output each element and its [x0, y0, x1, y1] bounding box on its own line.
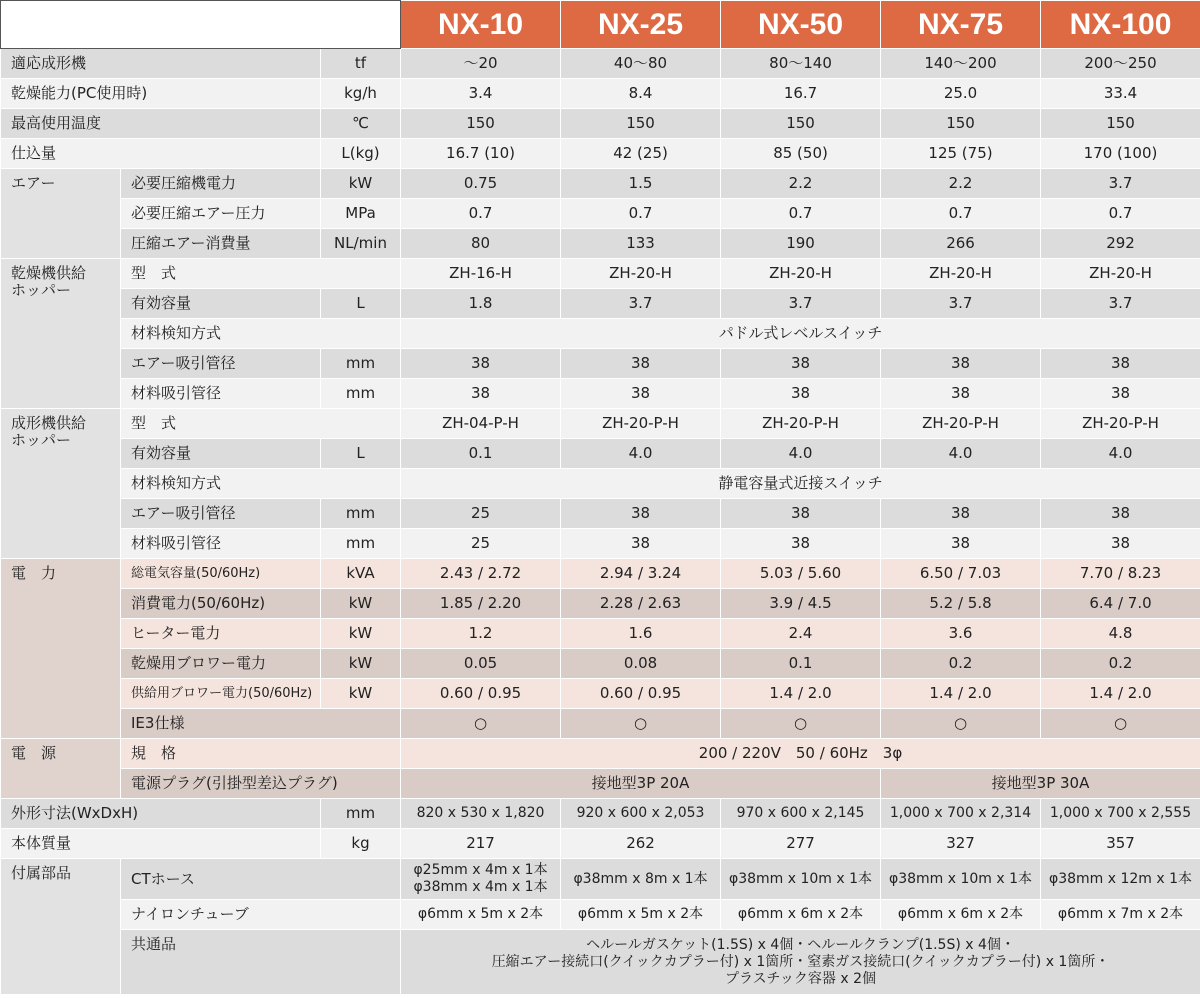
- row-unit: L(kg): [321, 139, 401, 169]
- row-common-parts: [1, 930, 1200, 995]
- value-cell: 0.1: [721, 649, 881, 679]
- row-label: 型 式: [121, 259, 401, 289]
- value-cell: 4.0: [881, 439, 1041, 469]
- row-label: 型 式: [121, 409, 401, 439]
- value-cell: 1.4 / 2.0: [1041, 679, 1200, 709]
- value-cell: φ6mm x 6m x 2本: [721, 900, 881, 930]
- value-cell: 38: [401, 349, 561, 379]
- value-cell: 970 x 600 x 2,145: [721, 799, 881, 829]
- row-label: エアー吸引管径: [121, 499, 321, 529]
- model-header-nx10: NX-10: [401, 1, 561, 49]
- row-label: 供給用ブロワー電力(50/60Hz): [121, 679, 321, 709]
- value-cell: 38: [721, 379, 881, 409]
- value-cell: 38: [561, 349, 721, 379]
- row-unit: mm: [321, 499, 401, 529]
- value-cell: ZH-20-P-H: [561, 409, 721, 439]
- value-cell: 150: [561, 109, 721, 139]
- value-cell: 1.85 / 2.20: [401, 589, 561, 619]
- value-cell: 16.7 (10): [401, 139, 561, 169]
- value-cell: 150: [401, 109, 561, 139]
- value-cell: 38: [721, 349, 881, 379]
- row-unit: mm: [321, 379, 401, 409]
- value-cell: 80〜140: [721, 49, 881, 79]
- row-drying: [1, 79, 1200, 109]
- row-unit: kW: [321, 679, 401, 709]
- value-cell: 8.4: [561, 79, 721, 109]
- row-unit: kVA: [321, 559, 401, 589]
- value-cell: 3.7: [1041, 169, 1200, 199]
- value-cell: ZH-20-P-H: [721, 409, 881, 439]
- value-cell: ZH-20-H: [881, 259, 1041, 289]
- value-cell: 170 (100): [1041, 139, 1200, 169]
- value-cell: 2.94 / 3.24: [561, 559, 721, 589]
- row-dryer-material-pipe: [1, 379, 1200, 409]
- row-label: 有効容量: [121, 289, 321, 319]
- model-header-nx75: NX-75: [881, 1, 1041, 49]
- row-weight: [1, 829, 1200, 859]
- row-ct-hose: [1, 859, 1200, 900]
- value-cell: 140〜200: [881, 49, 1041, 79]
- row-label: 共通品: [121, 930, 401, 995]
- value-cell: 0.7: [881, 199, 1041, 229]
- row-label: 材料検知方式: [121, 469, 401, 499]
- group-label-line: 乾燥機供給: [11, 264, 87, 282]
- group-label-accessories: 付属部品: [1, 859, 121, 995]
- value-cell: 3.7: [721, 289, 881, 319]
- group-label-power: 電 力: [1, 559, 121, 739]
- value-cell: 150: [881, 109, 1041, 139]
- row-unit: kg/h: [321, 79, 401, 109]
- value-cell: 25: [401, 499, 561, 529]
- row-unit: L: [321, 439, 401, 469]
- row-unit: kW: [321, 169, 401, 199]
- value-cell: 1.6: [561, 619, 721, 649]
- row-dryer-detection: [1, 319, 1200, 349]
- row-unit: kW: [321, 619, 401, 649]
- value-cell: 0.7: [401, 199, 561, 229]
- row-unit: kg: [321, 829, 401, 859]
- value-cell: φ6mm x 6m x 2本: [881, 900, 1041, 930]
- value-cell: 190: [721, 229, 881, 259]
- value-cell: 38: [561, 529, 721, 559]
- value-cell: φ6mm x 5m x 2本: [561, 900, 721, 930]
- row-label: 外形寸法(WxDxH): [1, 799, 321, 829]
- ct-hose-line: φ25mm x 4m x 1本: [413, 862, 548, 878]
- value-cell: [401, 859, 561, 900]
- row-source-spec: [1, 739, 1200, 769]
- value-cell: 38: [1041, 379, 1200, 409]
- row-molding-material-pipe: [1, 529, 1200, 559]
- model-header-nx50: NX-50: [721, 1, 881, 49]
- value-cell: 292: [1041, 229, 1200, 259]
- value-cell: 7.70 / 8.23: [1041, 559, 1200, 589]
- value-cell: 静電容量式近接スイッチ: [401, 469, 1200, 499]
- value-cell: 2.4: [721, 619, 881, 649]
- value-cell: 0.60 / 0.95: [561, 679, 721, 709]
- row-temp: [1, 109, 1200, 139]
- value-cell: 262: [561, 829, 721, 859]
- row-air-power: [1, 169, 1200, 199]
- row-label: 規 格: [121, 739, 401, 769]
- value-cell: 920 x 600 x 2,053: [561, 799, 721, 829]
- value-cell: 38: [1041, 529, 1200, 559]
- common-parts-line: 圧縮エアー接続口(クイックカプラー付) x 1箇所・窒素ガス接続口(クイックカプラー付) x 1箇所・: [491, 953, 1110, 970]
- value-cell: φ6mm x 5m x 2本: [401, 900, 561, 930]
- row-label: 総電気容量(50/60Hz): [121, 559, 321, 589]
- model-header-nx100: NX-100: [1041, 1, 1200, 49]
- value-cell: 40〜80: [561, 49, 721, 79]
- row-label: 必要圧縮機電力: [121, 169, 321, 199]
- row-label: 電源プラグ(引掛型差込プラグ): [121, 769, 401, 799]
- value-cell: 2.43 / 2.72: [401, 559, 561, 589]
- value-cell: ZH-04-P-H: [401, 409, 561, 439]
- value-cell: 327: [881, 829, 1041, 859]
- value-cell: 80: [401, 229, 561, 259]
- value-cell: 4.0: [1041, 439, 1200, 469]
- value-cell: ZH-20-P-H: [1041, 409, 1200, 439]
- row-label: ナイロンチューブ: [121, 900, 401, 930]
- model-header-nx25: NX-25: [561, 1, 721, 49]
- row-nylon-tube: [1, 900, 1200, 930]
- row-molding-capacity: [1, 439, 1200, 469]
- row-dryer-model: [1, 259, 1200, 289]
- value-cell: 1.2: [401, 619, 561, 649]
- value-cell: 3.7: [561, 289, 721, 319]
- row-label: 仕込量: [1, 139, 321, 169]
- row-unit: kW: [321, 589, 401, 619]
- value-cell: 125 (75): [881, 139, 1041, 169]
- value-cell: 0.2: [1041, 649, 1200, 679]
- row-power-dry-blower: [1, 649, 1200, 679]
- row-molding-detection: [1, 469, 1200, 499]
- value-cell: 0.7: [561, 199, 721, 229]
- ct-hose-line: φ38mm x 4m x 1本: [413, 879, 548, 895]
- row-unit: tf: [321, 49, 401, 79]
- row-dimensions: [1, 799, 1200, 829]
- value-cell: φ38mm x 8m x 1本: [561, 859, 721, 900]
- value-cell: 5.03 / 5.60: [721, 559, 881, 589]
- value-cell: 0.75: [401, 169, 561, 199]
- value-cell: ZH-20-P-H: [881, 409, 1041, 439]
- value-cell: 38: [881, 349, 1041, 379]
- row-label: 必要圧縮エアー圧力: [121, 199, 321, 229]
- row-label: ヒーター電力: [121, 619, 321, 649]
- value-cell: 38: [721, 499, 881, 529]
- value-cell: 5.2 / 5.8: [881, 589, 1041, 619]
- group-label-line: ホッパー: [11, 431, 72, 449]
- value-cell: ZH-20-H: [721, 259, 881, 289]
- value-cell: 38: [401, 379, 561, 409]
- row-label: 材料吸引管径: [121, 379, 321, 409]
- row-label: 乾燥用ブロワー電力: [121, 649, 321, 679]
- value-cell: 6.50 / 7.03: [881, 559, 1041, 589]
- value-cell: 200 / 220V 50 / 60Hz 3φ: [401, 739, 1200, 769]
- group-label-molding-hopper: [1, 409, 121, 559]
- value-cell: 2.2: [721, 169, 881, 199]
- value-cell: φ38mm x 10m x 1本: [881, 859, 1041, 900]
- value-cell: 〜20: [401, 49, 561, 79]
- value-cell: 0.60 / 0.95: [401, 679, 561, 709]
- row-power-ie3: [1, 709, 1200, 739]
- value-cell: 4.0: [561, 439, 721, 469]
- row-label: 適応成形機: [1, 49, 321, 79]
- value-cell: 1.4 / 2.0: [881, 679, 1041, 709]
- row-unit: mm: [321, 529, 401, 559]
- value-cell: 38: [881, 499, 1041, 529]
- value-cell: 150: [721, 109, 881, 139]
- row-label: 材料検知方式: [121, 319, 401, 349]
- row-air-consumption: [1, 229, 1200, 259]
- row-molding-model: [1, 409, 1200, 439]
- row-charge: [1, 139, 1200, 169]
- value-cell: ZH-20-H: [1041, 259, 1200, 289]
- value-cell: 25: [401, 529, 561, 559]
- common-parts-line: プラスチック容器 x 2個: [725, 970, 876, 987]
- row-label: 有効容量: [121, 439, 321, 469]
- row-label: 圧縮エアー消費量: [121, 229, 321, 259]
- value-cell: 150: [1041, 109, 1200, 139]
- value-cell: ZH-20-H: [561, 259, 721, 289]
- ie3-mark: ○: [561, 709, 721, 739]
- value-cell: 接地型3P 30A: [881, 769, 1200, 799]
- value-cell: 25.0: [881, 79, 1041, 109]
- row-power-consumption: [1, 589, 1200, 619]
- value-cell: 820 x 530 x 1,820: [401, 799, 561, 829]
- row-label: 材料吸引管径: [121, 529, 321, 559]
- value-cell: 33.4: [1041, 79, 1200, 109]
- value-cell: 3.6: [881, 619, 1041, 649]
- value-cell: 3.7: [881, 289, 1041, 319]
- value-cell: パドル式レベルスイッチ: [401, 319, 1200, 349]
- value-cell: 1.4 / 2.0: [721, 679, 881, 709]
- value-cell: 3.4: [401, 79, 561, 109]
- row-unit: kW: [321, 649, 401, 679]
- value-cell: 3.9 / 4.5: [721, 589, 881, 619]
- value-cell: 1,000 x 700 x 2,314: [881, 799, 1041, 829]
- value-cell: 38: [1041, 349, 1200, 379]
- row-molding-air-pipe: [1, 499, 1200, 529]
- value-cell: 42 (25): [561, 139, 721, 169]
- value-cell: 38: [561, 499, 721, 529]
- value-cell: φ6mm x 7m x 2本: [1041, 900, 1200, 930]
- header-blank-cell: [1, 1, 401, 49]
- value-cell: φ38mm x 10m x 1本: [721, 859, 881, 900]
- row-source-plug: [1, 769, 1200, 799]
- value-cell: 4.8: [1041, 619, 1200, 649]
- value-cell: 3.7: [1041, 289, 1200, 319]
- value-cell: 接地型3P 20A: [401, 769, 881, 799]
- value-cell: 16.7: [721, 79, 881, 109]
- value-cell: 0.2: [881, 649, 1041, 679]
- common-parts-line: ヘルールガスケット(1.5S) x 4個・ヘルールクランプ(1.5S) x 4個・: [586, 936, 1015, 953]
- row-unit: mm: [321, 799, 401, 829]
- row-unit: NL/min: [321, 229, 401, 259]
- row-label: 乾燥能力(PC使用時): [1, 79, 321, 109]
- row-label: 消費電力(50/60Hz): [121, 589, 321, 619]
- row-dryer-capacity: [1, 289, 1200, 319]
- value-cell: 266: [881, 229, 1041, 259]
- row-label: エアー吸引管径: [121, 349, 321, 379]
- row-machine: [1, 49, 1200, 79]
- row-unit: ℃: [321, 109, 401, 139]
- row-power-total: [1, 559, 1200, 589]
- row-unit: mm: [321, 349, 401, 379]
- row-unit: L: [321, 289, 401, 319]
- value-cell: 85 (50): [721, 139, 881, 169]
- value-cell: 38: [1041, 499, 1200, 529]
- value-cell: 4.0: [721, 439, 881, 469]
- row-power-feed-blower: [1, 679, 1200, 709]
- row-label: CTホース: [121, 859, 401, 900]
- value-cell: [401, 930, 1200, 995]
- value-cell: 0.08: [561, 649, 721, 679]
- value-cell: 1,000 x 700 x 2,555: [1041, 799, 1200, 829]
- value-cell: 0.05: [401, 649, 561, 679]
- value-cell: 200〜250: [1041, 49, 1200, 79]
- value-cell: φ38mm x 12m x 1本: [1041, 859, 1200, 900]
- value-cell: 133: [561, 229, 721, 259]
- value-cell: 6.4 / 7.0: [1041, 589, 1200, 619]
- value-cell: 0.7: [721, 199, 881, 229]
- value-cell: 2.2: [881, 169, 1041, 199]
- row-air-pressure: [1, 199, 1200, 229]
- header-row: [1, 1, 1200, 49]
- group-label-line: 成形機供給: [11, 414, 87, 432]
- value-cell: 38: [881, 529, 1041, 559]
- row-dryer-air-pipe: [1, 349, 1200, 379]
- group-label-line: ホッパー: [11, 281, 72, 299]
- value-cell: 38: [881, 379, 1041, 409]
- row-label: 最高使用温度: [1, 109, 321, 139]
- row-unit: MPa: [321, 199, 401, 229]
- value-cell: 1.5: [561, 169, 721, 199]
- ie3-mark: ○: [401, 709, 561, 739]
- value-cell: 217: [401, 829, 561, 859]
- row-label: 本体質量: [1, 829, 321, 859]
- group-label-source: 電 源: [1, 739, 121, 799]
- value-cell: 357: [1041, 829, 1200, 859]
- ie3-mark: ○: [721, 709, 881, 739]
- row-label: IE3仕様: [121, 709, 401, 739]
- value-cell: 0.1: [401, 439, 561, 469]
- value-cell: 0.7: [1041, 199, 1200, 229]
- value-cell: ZH-16-H: [401, 259, 561, 289]
- value-cell: 1.8: [401, 289, 561, 319]
- row-power-heater: [1, 619, 1200, 649]
- group-label-air: エアー: [1, 169, 121, 259]
- value-cell: 38: [561, 379, 721, 409]
- value-cell: 2.28 / 2.63: [561, 589, 721, 619]
- value-cell: 277: [721, 829, 881, 859]
- ie3-mark: ○: [881, 709, 1041, 739]
- ie3-mark: ○: [1041, 709, 1200, 739]
- group-label-dryer-hopper: [1, 259, 121, 409]
- value-cell: 38: [721, 529, 881, 559]
